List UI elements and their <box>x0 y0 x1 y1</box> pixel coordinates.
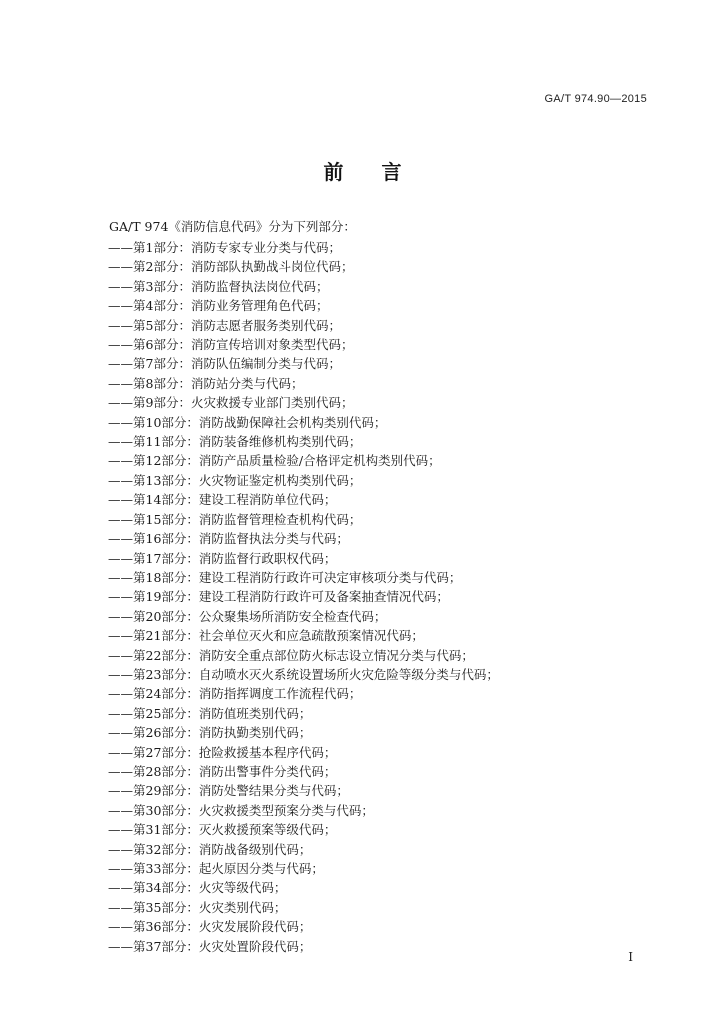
part-item-21: ——第21部分：社会单位灭火和应急疏散预案情况代码； <box>108 628 424 644</box>
part-item-20: ——第20部分：公众聚集场所消防安全检查代码； <box>108 608 387 624</box>
parts-list <box>108 238 499 956</box>
part-item-5: ——第5部分：消防志愿者服务类别代码； <box>108 317 341 333</box>
part-item-1: ——第1部分：消防专家专业分类与代码； <box>108 240 341 255</box>
part-item-15: ——第15部分：消防监督管理检查机构代码； <box>108 511 362 527</box>
part-item-14: ——第14部分：建设工程消防单位代码； <box>108 492 337 508</box>
part-item-6: ——第6部分：消防宣传培训对象类型代码； <box>108 337 354 353</box>
part-item-27: ——第27部分：抢险救援基本程序代码； <box>108 744 337 760</box>
intro-paragraph: GA/T 974《消防信息代码》分为下列部分： <box>109 219 356 234</box>
part-item-28: ——第28部分：消防出警事件分类代码； <box>108 763 337 779</box>
part-item-35: ——第35部分：火灾类别代码； <box>108 899 287 915</box>
part-item-12: ——第12部分：消防产品质量检验/合格评定机构类别代码； <box>108 453 441 469</box>
part-item-30: ——第30部分：火灾救援类型预案分类与代码； <box>108 802 374 818</box>
part-item-18: ——第18部分：建设工程消防行政许可决定审核项分类与代码； <box>108 569 462 585</box>
part-item-31: ——第31部分：灭火救援预案等级代码； <box>108 822 337 838</box>
part-item-7: ——第7部分：消防队伍编制分类与代码； <box>108 356 341 372</box>
part-item-19: ——第19部分：建设工程消防行政许可及备案抽查情况代码； <box>108 589 449 605</box>
part-item-36: ——第36部分：火灾发展阶段代码； <box>108 919 312 935</box>
part-item-4: ——第4部分：消防业务管理角色代码； <box>108 298 329 314</box>
page-number: I <box>628 950 633 964</box>
part-item-24: ——第24部分：消防指挥调度工作流程代码； <box>108 686 362 702</box>
part-item-23: ——第23部分：自动喷水灭火系统设置场所火灾危险等级分类与代码； <box>108 666 499 682</box>
part-item-2: ——第2部分：消防部队执勤战斗岗位代码； <box>108 259 354 275</box>
part-item-29: ——第29部分：消防处警结果分类与代码； <box>108 783 349 799</box>
part-item-8: ——第8部分：消防站分类与代码； <box>108 375 304 391</box>
part-item-26: ——第26部分：消防执勤类别代码； <box>108 725 312 741</box>
part-item-13: ——第13部分：火灾物证鉴定机构类别代码； <box>108 472 362 488</box>
part-item-25: ——第25部分：消防值班类别代码； <box>108 705 312 721</box>
part-item-11: ——第11部分：消防装备维修机构类别代码； <box>108 434 362 450</box>
part-item-32: ——第32部分：消防战备级别代码； <box>108 841 312 857</box>
part-item-9: ——第9部分：火灾救援专业部门类别代码； <box>108 395 354 411</box>
part-item-34: ——第34部分：火灾等级代码； <box>108 880 287 896</box>
part-item-33: ——第33部分：起火原因分类与代码； <box>108 861 324 876</box>
document-code: GA/T 974.90—2015 <box>544 93 647 105</box>
part-item-37: ——第37部分：火灾处置阶段代码； <box>108 938 312 954</box>
part-item-10: ——第10部分：消防战勤保障社会机构类别代码； <box>108 414 387 430</box>
part-item-16: ——第16部分：消防监督执法分类与代码； <box>108 531 349 547</box>
part-item-17: ——第17部分：消防监督行政职权代码； <box>108 550 337 566</box>
part-item-3: ——第3部分：消防监督执法岗位代码； <box>108 278 329 294</box>
page-title: 前言 <box>323 160 440 184</box>
part-item-22: ——第22部分：消防安全重点部位防火标志设立情况分类与代码； <box>108 647 474 663</box>
